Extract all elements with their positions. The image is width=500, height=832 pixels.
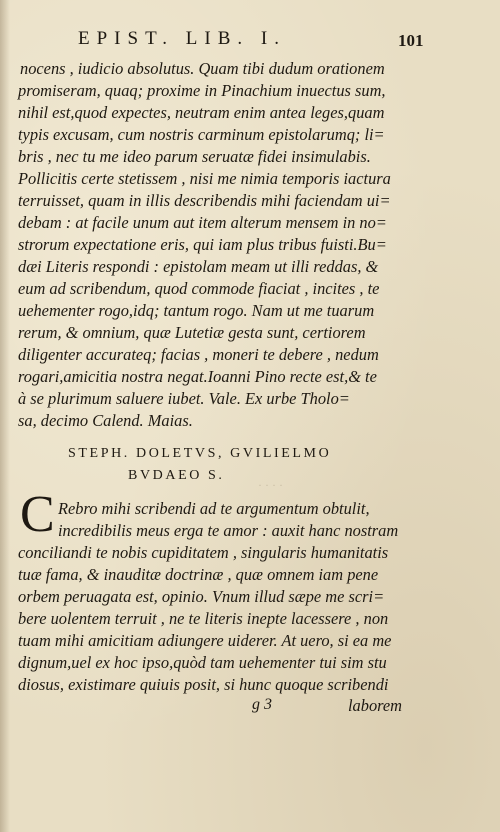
- text-line: debam : at facile unum aut item alterum mensem in no=: [18, 213, 387, 232]
- text-line: rogari,amicitia nostra negat.Ioanni Pino recte est,& te: [18, 367, 377, 386]
- text-line: eum ad scribendum, quod commode fiaciat , incites , te: [18, 279, 380, 298]
- letter-heading-line-1: STEPH. DOLETVS, GVILIELMO: [68, 446, 332, 461]
- text-line: bere uolentem terruit , ne te literis inepte lacessere , non: [18, 609, 389, 628]
- text-line: tuæ fama, & inauditæ doctrinæ , quæ omnem iam pene: [18, 565, 379, 584]
- text-line: diosus, existimare quiuis posit, si hunc quoque scribendi: [18, 675, 389, 694]
- signature-mark: g 3: [252, 696, 272, 713]
- page-footer: [0, 696, 500, 718]
- text-line: bris , nec tu me ideo parum seruatæ fidei insimulabis.: [18, 147, 371, 166]
- text-line: conciliandi te nobis cupiditatem , singularis humanitatis: [18, 543, 389, 562]
- text-line: rerum, & omnium, quæ Lutetiæ gesta sunt, certiorem: [18, 323, 366, 342]
- drop-cap: [20, 486, 60, 543]
- running-head: [0, 28, 500, 54]
- text-line: à se plurimum saluere iubet. Vale. Ex urbe Tholo=: [18, 389, 350, 408]
- text-line: Pollicitis certe stetissem , nisi me nimia temporis iactura: [18, 169, 391, 188]
- letter-heading-line-2: BVDAEO S.: [128, 468, 225, 483]
- text-line: nihil est,quod expectes, neutram enim antea leges,quam: [18, 103, 385, 122]
- text-line: dæi Literis respondi : epistolam meam ut illi reddas, &: [18, 257, 379, 276]
- text-line: orbem peruagata est, opinio. Vnum illud sæpe me scri=: [18, 587, 385, 606]
- text-line: typis excusam, cum nostris carminum epistolarumq; li=: [18, 125, 385, 144]
- text-line: strorum expectatione eris, qui iam plus tribus fuisti.Bu=: [18, 235, 387, 254]
- show-through-text: · · · ·: [258, 478, 283, 492]
- text-line: tuam mihi amicitiam adiungere uiderer. At uero, si ea me: [18, 631, 392, 650]
- text-line: dignum,uel ex hoc ipso,quòd tam uehementer tui sim stu: [18, 653, 387, 672]
- catchword: laborem: [348, 696, 403, 715]
- running-title: EPIST. LIB. I.: [78, 28, 286, 49]
- text-line: diligenter accurateq; facias , moneri te debere , nedum: [18, 345, 379, 364]
- text-line: promiseram, quaq; proxime in Pinachium inuectus sum,: [18, 81, 386, 100]
- text-line: uehementer rogo,idq; tantum rogo. Nam ut me tuarum: [18, 301, 375, 320]
- text-line: incredibilis meus erga te amor : auxit hanc nostram: [58, 521, 399, 540]
- text-line: sa, decimo Calend. Maias.: [18, 411, 193, 430]
- text-line: nocens , iudicio absolutus. Quam tibi dudum orationem: [20, 59, 385, 78]
- drop-cap-letter: C: [20, 486, 55, 543]
- page-number: 101: [398, 31, 424, 50]
- text-line: Rebro mihi scribendi ad te argumentum obtulit,: [58, 499, 370, 518]
- text-line: terruisset, quam in illis describendis mihi faciendam ui=: [18, 191, 391, 210]
